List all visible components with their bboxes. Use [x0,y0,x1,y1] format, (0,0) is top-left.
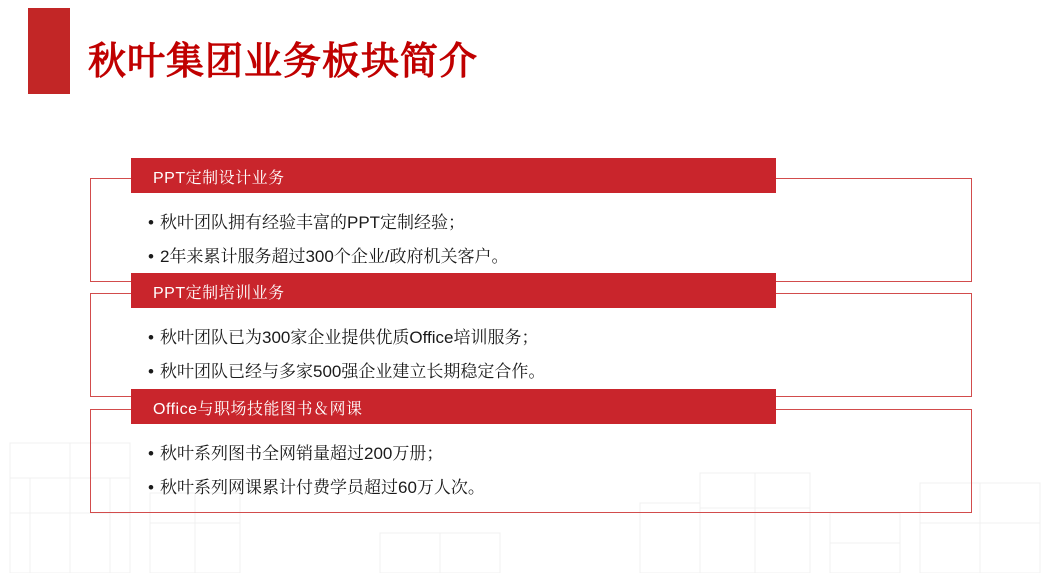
page-title: 秋叶集团业务板块简介 [88,41,479,83]
list-item-text: 秋叶系列网课累计付费学员超过60万人次。 [160,478,485,497]
section-1-header [131,158,776,193]
list-item-text: 秋叶团队已经与多家500强企业建立长期稳定合作。 [160,362,546,381]
list-item [148,355,948,389]
section-1-bullets [148,206,948,274]
list-item [148,206,948,240]
section-3-bullets [148,437,948,505]
list-item-text: 秋叶系列图书全网销量超过200万册； [160,444,444,463]
section-2-bullets [148,321,948,389]
list-item-text: 2年来累计服务超过300个企业/政府机关客户。 [160,247,509,266]
bullet-dot-icon: • [148,444,154,463]
list-item-text: 秋叶团队拥有经验丰富的PPT定制经验； [160,213,466,232]
bullet-dot-icon: • [148,328,154,347]
title-accent-block [28,8,70,94]
list-item [148,240,948,274]
list-item [148,437,948,471]
section-2-header-label: PPT定制培训业务 [153,285,285,302]
list-item [148,321,948,355]
list-item-text: 秋叶团队已为300家企业提供优质Office培训服务； [160,328,539,347]
section-1-header-label: PPT定制设计业务 [153,170,285,187]
section-3-header [131,389,776,424]
bullet-dot-icon: • [148,247,154,266]
list-item [148,471,948,505]
section-2-header [131,273,776,308]
section-3-header-label: Office与职场技能图书＆网课 [153,401,363,418]
bullet-dot-icon: • [148,362,154,381]
bullet-dot-icon: • [148,213,154,232]
bullet-dot-icon: • [148,478,154,497]
